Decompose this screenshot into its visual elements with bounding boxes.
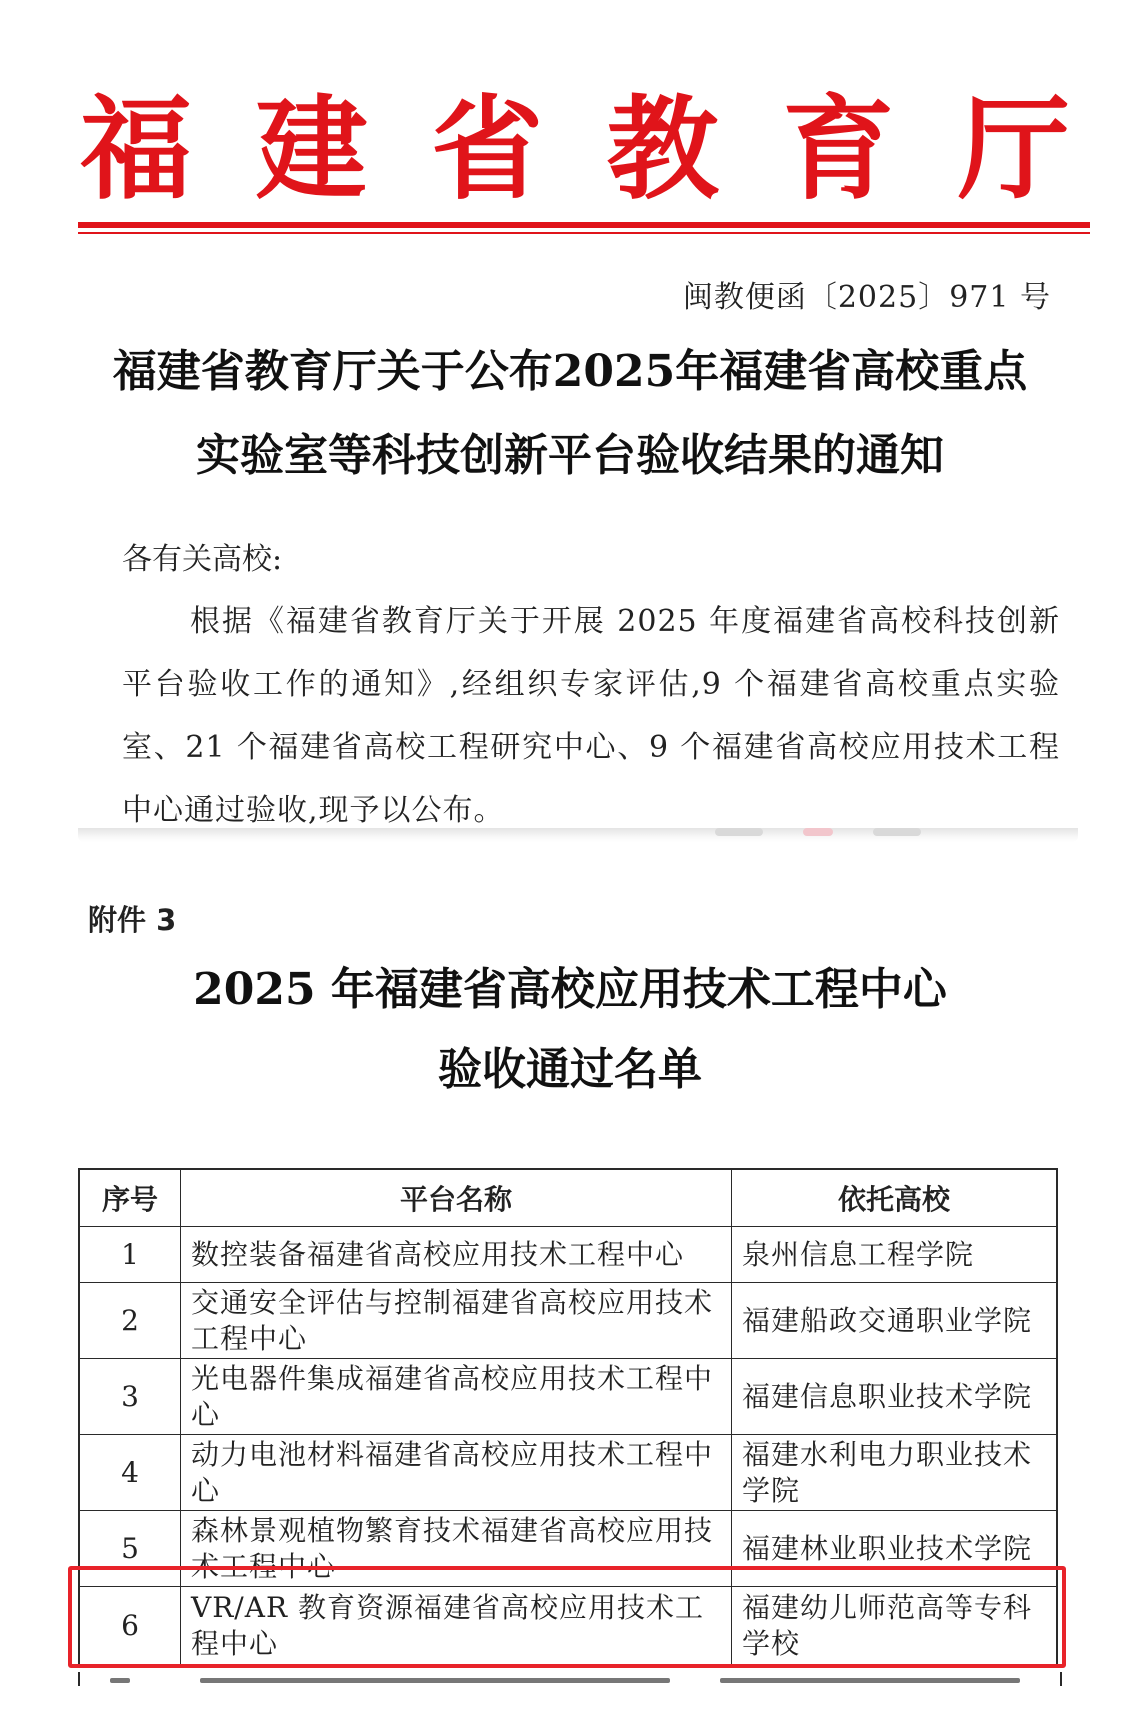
attachment-label: 附件 3: [88, 903, 177, 937]
screenshot-cut-marks: [715, 828, 1005, 838]
university-name: 福建船政交通职业学院: [732, 1283, 1058, 1359]
list-title-line: 2025 年福建省高校应用技术工程中心: [193, 964, 947, 1015]
list-title-line: 验收通过名单: [438, 1044, 702, 1095]
red-divider-thin: [78, 232, 1090, 234]
platform-name: 动力电池材料福建省高校应用技术工程中心: [181, 1435, 732, 1511]
document-number: 闽教便函〔2025〕971 号: [682, 280, 1051, 315]
platform-name: 森林景观植物繁育技术福建省高校应用技术工程中心: [181, 1511, 732, 1587]
masthead-char: 厅: [957, 83, 1070, 215]
masthead-char: 教: [606, 83, 719, 215]
column-header-index: 序号: [79, 1169, 181, 1227]
notice-body: 根据《福建省教育厅关于开展 2025 年度福建省高校科技创新平台验收工作的通知》,经组织专家评估,9 个福建省高校重点实验室、21 个福建省高校工程研究中心、9 个福建省高校应用技术工程中心通过验收,现予以公布。: [122, 604, 1060, 828]
row-index: 1: [79, 1227, 181, 1283]
agency-masthead: [80, 82, 1070, 217]
highlight-annotation: [68, 1566, 1066, 1668]
university-name: 泉州信息工程学院: [732, 1227, 1058, 1283]
masthead-char: 建: [255, 83, 368, 215]
platform-name: 数控装备福建省高校应用技术工程中心: [181, 1227, 732, 1283]
row-index: 3: [79, 1359, 181, 1435]
university-name: 福建林业职业技术学院: [732, 1511, 1058, 1587]
red-divider: [78, 222, 1090, 228]
row-index: 2: [79, 1283, 181, 1359]
university-name: 福建幼儿师范高等专科学校: [732, 1587, 1058, 1667]
masthead-char: 福: [80, 83, 192, 215]
notice-title-line: 福建省教育厅关于公布2025年福建省高校重点: [112, 346, 1028, 397]
table-row: [79, 1435, 1057, 1511]
truncated-row: [78, 1672, 1062, 1686]
salutation: 各有关高校:: [122, 542, 283, 577]
notice-title-line: 实验室等科技创新平台验收结果的通知: [196, 430, 944, 481]
table-row: [79, 1227, 1057, 1283]
list-title: [70, 950, 1070, 1110]
platform-name: 光电器件集成福建省高校应用技术工程中心: [181, 1359, 732, 1435]
masthead-char: 育: [782, 83, 895, 215]
table-header-row: [79, 1169, 1057, 1227]
column-header-platform: 平台名称: [181, 1169, 732, 1227]
row-index: 6: [79, 1587, 181, 1667]
row-index: 5: [79, 1511, 181, 1587]
column-header-university: 依托高校: [732, 1169, 1058, 1227]
university-name: 福建水利电力职业技术学院: [732, 1435, 1058, 1511]
platform-name: 交通安全评估与控制福建省高校应用技术工程中心: [181, 1283, 732, 1359]
notice-title: [70, 330, 1070, 498]
table-row: [79, 1359, 1057, 1435]
row-index: 4: [79, 1435, 181, 1511]
table-row: [79, 1283, 1057, 1359]
university-name: 福建信息职业技术学院: [732, 1359, 1058, 1435]
masthead-char: 省: [431, 83, 544, 215]
platform-name: VR/AR 教育资源福建省高校应用技术工程中心: [181, 1587, 732, 1667]
